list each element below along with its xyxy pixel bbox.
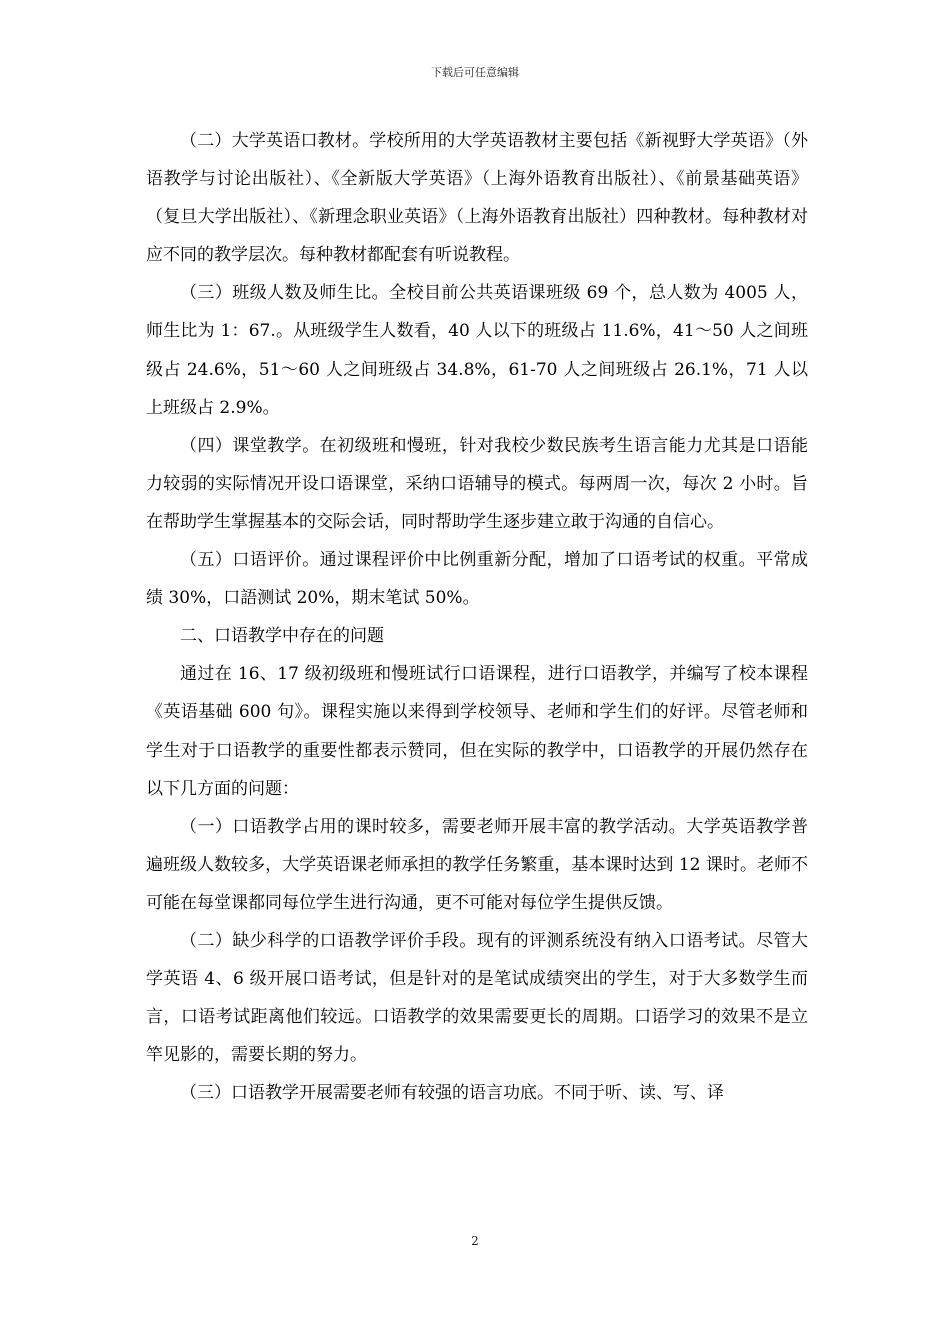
paragraph-class-size: （三）班级人数及师生比。全校目前公共英语课班级 69 个，总人数为 4005 人，师生比为 1：67.。从班级学生人数看，40 人以下的班级占 11.6%，41～50 人之间班级占 24.6%，51～60 人之间班级占 34.8%，61-70 人之间班级占 26.1%，71 人以上班级占 2.9%。 xyxy=(146,283,808,418)
paragraph-problem-class-hours: （一）口语教学占用的课时较多，需要老师开展丰富的教学活动。大学英语教学普遍班级人数较多，大学英语课老师承担的教学任务繁重，基本课时达到 12 课时。老师不可能在每堂课都同每位学生进行沟通，更不可能对每位学生提供反馈。 xyxy=(146,816,808,913)
paragraph-problem-teacher-skill: （三）口语教学开展需要老师有较强的语言功底。不同于听、读、写、译 xyxy=(180,1083,724,1104)
page-number: 2 xyxy=(471,1234,479,1248)
document-body xyxy=(146,122,808,1112)
paragraph-oral-evaluation: （五）口语评价。通过课程评价中比例重新分配，增加了口语考试的权重。平常成绩 30%，口語测试 20%，期末笔试 50%。 xyxy=(146,550,808,609)
paragraph-problem-evaluation: （二）缺少科学的口语教学评价手段。现有的评测系统没有纳入口语考试。尽管大学英语 4、6 级开展口语考试，但是针对的是笔试成绩突出的学生，对于大多数学生而言，口语考试距离他们较远。口语教学的效果需要更长的周期。口语学习的效果不是立竿见影的，需要长期的努力。 xyxy=(146,930,808,1066)
section-heading-problems: 二、口语教学中存在的问题 xyxy=(180,626,384,647)
paragraph-pilot-course: 通过在 16、17 级初级班和慢班试行口语课程，进行口语教学，并编写了校本课程《英语基础 600 句》。课程实施以来得到学校领导、老师和学生们的好评。尽管老师和学生对于口语教学的重要性都表示赞同，但在实际的教学中，口语教学的开展仍然存在以下几方面的问题： xyxy=(146,664,808,799)
page-header: 下载后可任意编辑 xyxy=(431,66,519,79)
paragraph-classroom-teaching: （四）课堂教学。在初级班和慢班，针对我校少数民族考生语言能力尤其是口语能力较弱的实际情况开设口语课堂，采纳口语辅导的模式。每两周一次，每次 2 小时。旨在帮助学生掌握基本的交际会话，同时帮助学生逐步建立敢于沟通的自信心。 xyxy=(146,435,808,532)
paragraph-textbooks: （二）大学英语口教材。学校所用的大学英语教材主要包括《新视野大学英语》（外语教学与讨论出版社）、《全新版大学英语》（上海外语教育出版社）、《前景基础英语》（复旦大学出版社）、《新理念职业英语》（上海外语教育出版社）四种教材。每种教材对应不同的教学层次。每种教材都配套有听说教程。 xyxy=(146,131,808,266)
